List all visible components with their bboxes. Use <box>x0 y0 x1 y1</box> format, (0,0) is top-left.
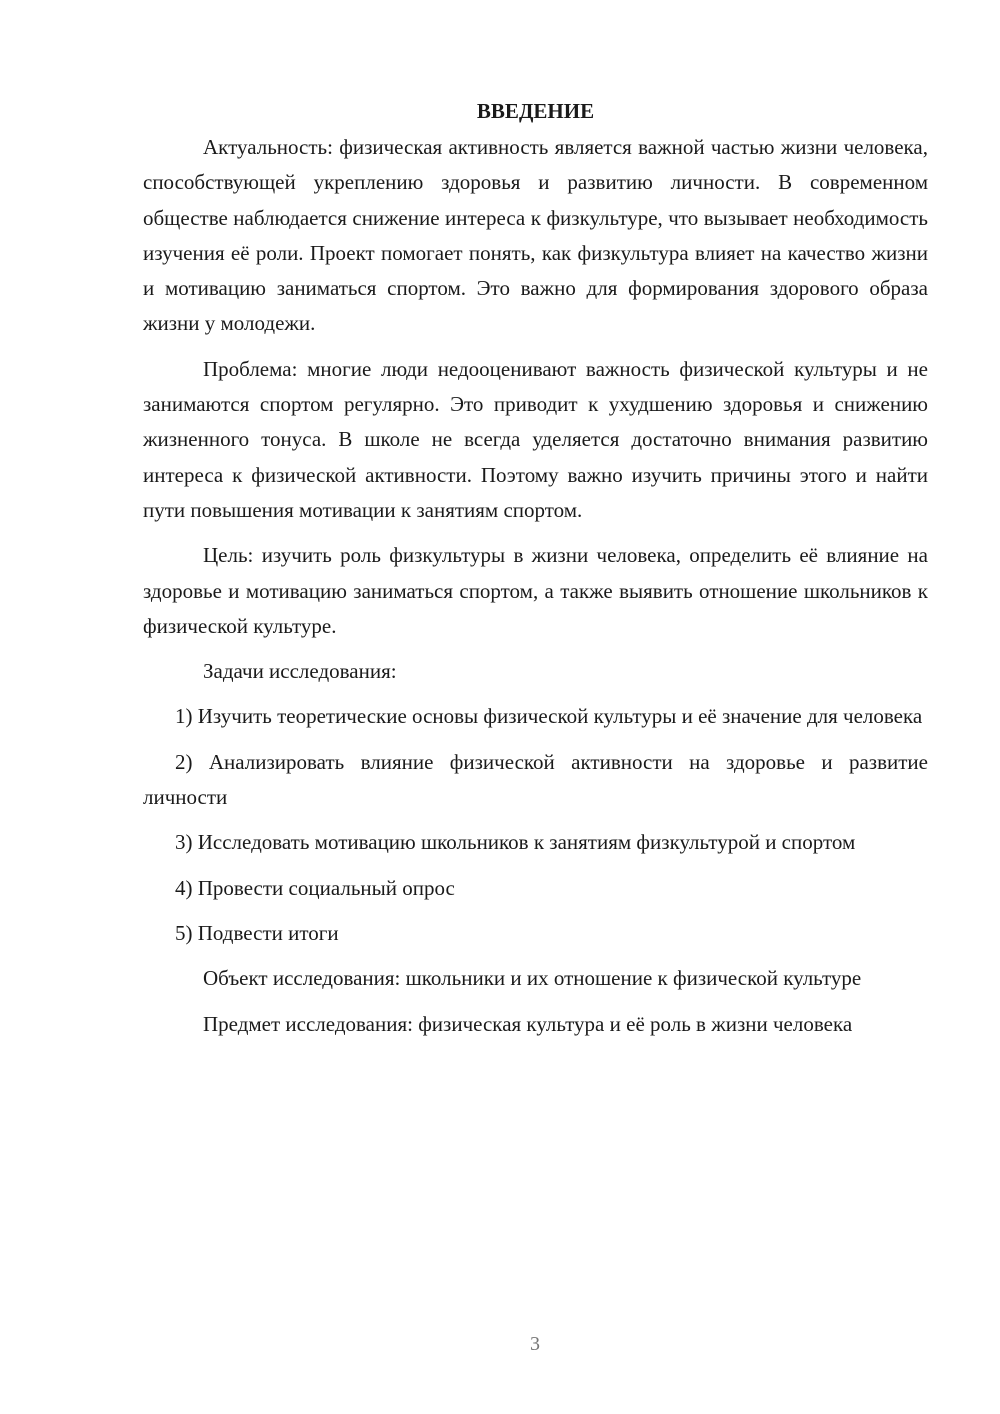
task-item-2: 2) Анализировать влияние физической активности на здоровье и развитие личности <box>143 749 928 810</box>
goal-paragraph: Цель: изучить роль физкультуры в жизни человека, определить её влияние на здоровье и мотивацию заниматься спортом, а также выявить отношение школьников к физической культуре. <box>143 543 928 638</box>
task-item-5: 5) Подвести итоги <box>175 920 339 945</box>
task-item-3: 3) Исследовать мотивацию школьников к занятиям физкультурой и спортом <box>175 830 856 855</box>
page-content <box>143 96 928 1052</box>
subject-paragraph: Предмет исследования: физическая культура и её роль в жизни человека <box>203 1011 853 1036</box>
relevance-paragraph: Актуальность: физическая активность является важной частью жизни человека, способствующей укреплению здоровья и развитию личности. В современном обществе наблюдается снижение интереса к физкультуре, что вызывает необходимость изучения её роли. Проект помогает понять, как физкультура влияет на качество жизни и мотивацию заниматься спортом. Это важно для формирования здорового образа жизни у молодежи. <box>143 135 928 336</box>
task-item-1: 1) Изучить теоретические основы физической культуры и её значение для человека <box>175 704 923 729</box>
problem-paragraph: Проблема: многие люди недооценивают важность физической культуры и не занимаются спортом регулярно. Это приводит к ухудшению здоровья и снижению жизненного тонуса. В школе не всегда уделяется достаточно внимания развитию интереса к физической активности. Поэтому важно изучить причины этого и найти пути повышения мотивации к занятиям спортом. <box>143 356 928 522</box>
page-number: 3 <box>530 1333 540 1355</box>
task-item-4: 4) Провести социальный опрос <box>175 875 455 900</box>
tasks-heading: Задачи исследования: <box>203 659 397 684</box>
page-title: ВВЕДЕНИЕ <box>476 99 595 123</box>
object-paragraph: Объект исследования: школьники и их отношение к физической культуре <box>203 966 862 991</box>
